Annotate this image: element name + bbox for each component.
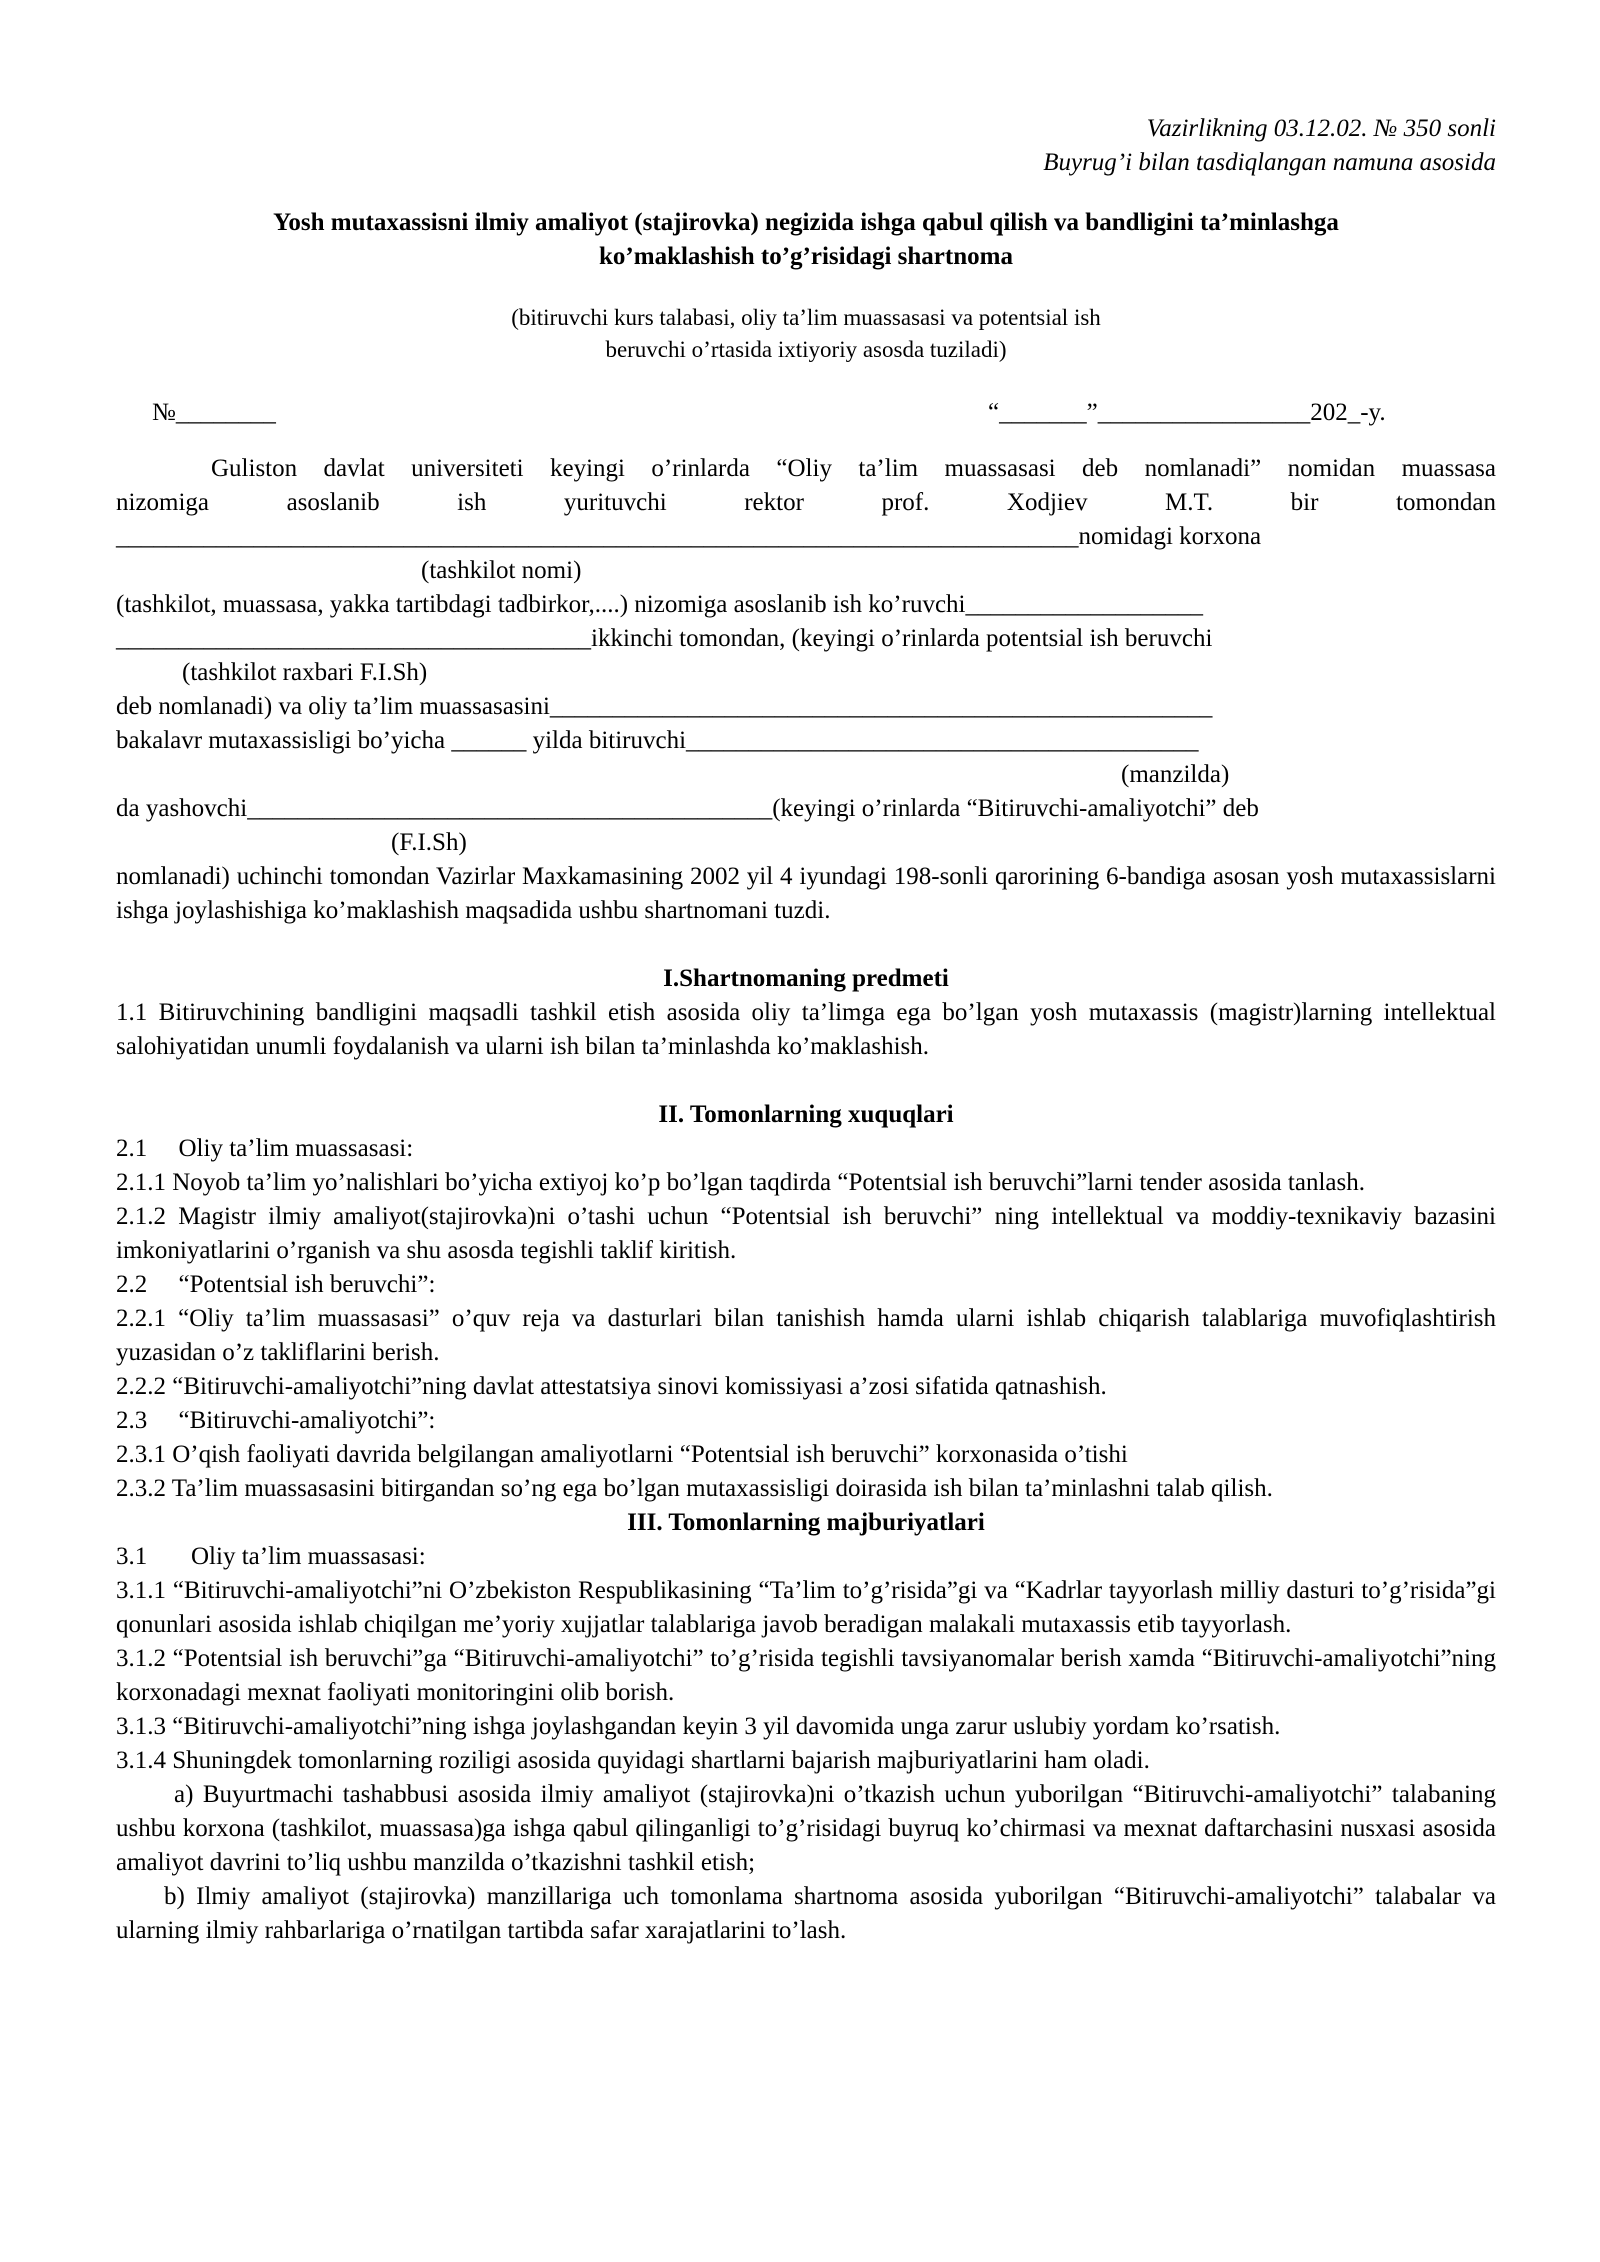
- caption-full-name: (F.I.Sh): [391, 829, 467, 856]
- section-3-item: 3.1.3 “Bitiruvchi-amaliyotchi”ning ishga joylashgandan keyin 3 yil davomida unga zarur uslubiy yordam ko’rsatish.: [116, 1713, 1281, 1740]
- section-2: [116, 1098, 1496, 1506]
- section-2-title: II. Tomonlarning xuquqlari: [658, 1101, 954, 1128]
- section-2-item: 2.1.2 Magistr ilmiy amaliyot(stajirovka)ni o’tashi uchun “Potentsial ish beruvchi” ning intellektual va moddiy-texnikaviy bazasini imkoniyatlarini o’rganish va shu asosda tegishli taklif kiritish.: [116, 1203, 1496, 1264]
- intro-line-5: (tashkilot, muassasa, yakka tartibdagi tadbirkor,....) nizomiga asoslanib ish ko’ruvchi___________________: [116, 591, 1203, 618]
- spacer: [116, 928, 1496, 962]
- intro-line-9: bakalavr mutaxassisligi bo’yicha ______ yilda bitiruvchi_________________________________________: [116, 727, 1199, 754]
- section-3-clause-b: b) Ilmiy amaliyot (stajirovka) manzillariga uch tomonlama shartnoma asosida yuborilgan “Bitiruvchi-amaliyotchi” talabalar va ularning ilmiy rahbarlariga o’rnatilgan tartibda safar xarajatlarini to’lash.: [116, 1883, 1496, 1944]
- caption-organization-name: (tashkilot nomi): [421, 557, 582, 584]
- section-2-item: 2.2.2 “Bitiruvchi-amaliyotchi”ning davlat attestatsiya sinovi komissiyasi a’zosi sifatida qatnashish.: [116, 1373, 1107, 1400]
- caption-address: (manzilda): [1121, 761, 1230, 788]
- intro-line-11: da yashovchi__________________________________________(keyingi o’rinlarda “Bitiruvchi-amaliyotchi” deb: [116, 795, 1259, 822]
- intro-line-2: nizomiga asoslanib ish yurituvchi rektor prof. Xodjiev M.T. bir tomondan: [116, 489, 1496, 516]
- intro-line-1: Guliston davlat universiteti keyingi o’rinlarda “Oliy ta’lim muassasasi deb nomlanadi” nomidan muassasa: [211, 455, 1496, 482]
- section-1-title: I.Shartnomaning predmeti: [663, 965, 949, 992]
- section-3-item: 3.1.4 Shuningdek tomonlarning roziligi asosida quyidagi shartlarni bajarish majburiyatlarini ham oladi.: [116, 1747, 1150, 1774]
- caption-manager-name: (tashkilot raxbari F.I.Sh): [182, 659, 428, 686]
- intro-line-6: ______________________________________ikkinchi tomondan, (keyingi o’rinlarda potentsial ish beruvchi: [116, 625, 1213, 652]
- contract-number: №________: [152, 399, 276, 426]
- section-3-item: 3.1.1 “Bitiruvchi-amaliyotchi”ni O’zbekiston Respublikasining “Ta’lim to’g’risida”gi va “Kadrlar tayyorlash milliy dasturi to’g’risida”gi qonunlari asosida ishlab chiqilgan me’yoriy xujjatlar talablariga javob beradigan malakali mutaxassis etib tayyorlash.: [116, 1577, 1496, 1638]
- section-2-item: 2.2 “Potentsial ish beruvchi”:: [116, 1271, 436, 1298]
- section-3-item: 3.1 Oliy ta’lim muassasasi:: [116, 1543, 426, 1570]
- intro-line-8: deb nomlanadi) va oliy ta’lim muassasasini_____________________________________________________: [116, 693, 1213, 720]
- number-date-line: [116, 396, 1496, 430]
- section-2-item: 2.1 Oliy ta’lim muassasasi:: [116, 1135, 414, 1162]
- section-2-item: 2.1.1 Noyob ta’lim yo’nalishlari bo’yicha extiyoj ko’p bo’lgan taqdirda “Potentsial ish beruvchi”larni tender asosida tanlash.: [116, 1169, 1365, 1196]
- spacer: [116, 1064, 1496, 1098]
- section-3-title: III. Tomonlarning majburiyatlari: [627, 1509, 985, 1536]
- approval-note-line1: Vazirlikning 03.12.02. № 350 sonli: [1146, 115, 1496, 142]
- document-title-line2: ko’maklashish to’g’risidagi shartnoma: [599, 243, 1013, 270]
- intro-line-13: nomlanadi) uchinchi tomondan Vazirlar Maxkamasining 2002 yil 4 iyundagi 198-sonli qarorining 6-bandiga asosan yosh mutaxassislarni ishga joylashishiga ko’maklashish maqsadida ushbu shartnomani tuzdi.: [116, 863, 1496, 924]
- section-3-clause-a: a) Buyurtmachi tashabbusi asosida ilmiy amaliyot (stajirovka)ni o’tkazish uchun yuborilgan “Bitiruvchi-amaliyotchi” talabaning ushbu korxona (tashkilot, muassasa)ga ishga qabul qilinganligi to’g’risidagi buyruq ko’chirmasi va mexnat daftarchasini nusxasi asosida amaliyot davrini to’liq ushbu manzilda o’tkazishni tashkil etish;: [116, 1781, 1496, 1876]
- section-2-item: 2.3 “Bitiruvchi-amaliyotchi”:: [116, 1407, 436, 1434]
- intro-line-3: _____________________________________________________________________________nomidagi korxona: [116, 523, 1262, 550]
- intro-block: [116, 452, 1496, 928]
- section-2-item: 2.3.2 Ta’lim muassasasini bitirgandan so’ng ega bo’lgan mutaxassisligi doirasida ish bilan ta’minlashni talab qilish.: [116, 1475, 1273, 1502]
- document-subtitle-line2: beruvchi o’rtasida ixtiyoriy asosda tuziladi): [605, 337, 1007, 362]
- contract-date: “_______”_________________202_-y.: [988, 399, 1386, 426]
- approval-note-line2: Buyrug’i bilan tasdiqlangan namuna asosida: [1043, 149, 1496, 176]
- section-3: [116, 1506, 1496, 1948]
- document-title-line1: Yosh mutaxassisni ilmiy amaliyot (stajirovka) negizida ishga qabul qilish va bandligini ta’minlashga: [273, 209, 1339, 236]
- document-subtitle-line1: (bitiruvchi kurs talabasi, oliy ta’lim muassasasi va potentsial ish: [511, 305, 1101, 330]
- section-1: [116, 962, 1496, 1064]
- section-2-item: 2.2.1 “Oliy ta’lim muassasasi” o’quv reja va dasturlari bilan tanishish hamda ularni ishlab chiqarish talablariga muvofiqlashtirish yuzasidan o’z takliflarini berish.: [116, 1305, 1496, 1366]
- document-title: [116, 206, 1496, 274]
- section-3-item: 3.1.2 “Potentsial ish beruvchi”ga “Bitiruvchi-amaliyotchi” to’g’risida tegishli tavsiyanomalar berish xamda “Bitiruvchi-amaliyotchi”ning korxonadagi mexnat faoliyati monitoringini olib borish.: [116, 1645, 1496, 1706]
- spacer: [116, 430, 1496, 452]
- approval-note: [116, 112, 1496, 180]
- section-1-paragraph: 1.1 Bitiruvchining bandligini maqsadli tashkil etish asosida oliy ta’limga ega bo’lgan yosh mutaxassis (magistr)larning intellektual salohiyatidan unumli foydalanish va ularni ish bilan ta’minlashda ko’maklashish.: [116, 999, 1496, 1060]
- section-2-item: 2.3.1 O’qish faoliyati davrida belgilangan amaliyotlarni “Potentsial ish beruvchi” korxonasida o’tishi: [116, 1441, 1128, 1468]
- document-subtitle: [116, 302, 1496, 366]
